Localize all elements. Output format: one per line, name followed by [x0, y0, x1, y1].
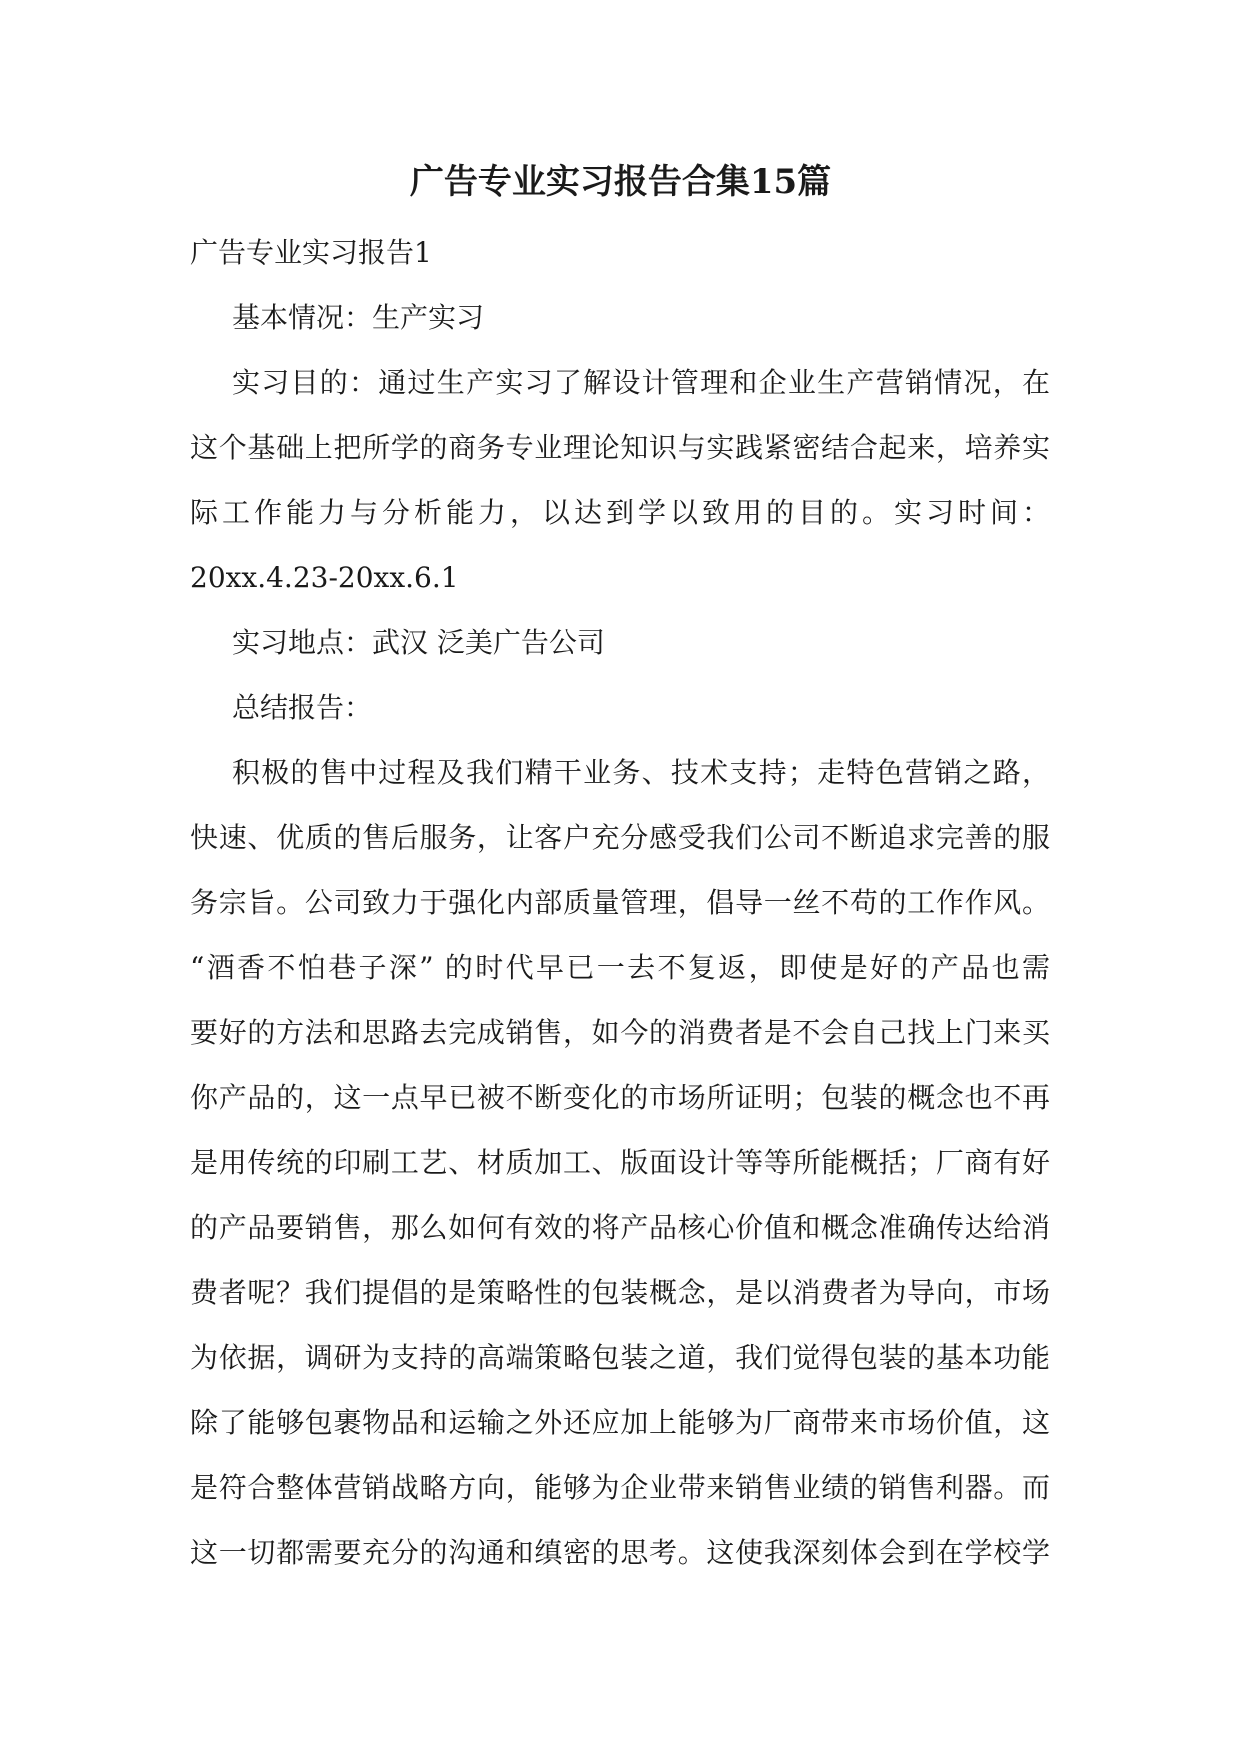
text-line: 际工作能力与分析能力，以达到学以致用的目的。实习时间：: [190, 496, 1050, 529]
text-line: 总结报告：: [232, 691, 373, 724]
text-line: 20xx.4.23-20xx.6.1: [190, 561, 459, 594]
text-line: 是符合整体营销战略方向，能够为企业带来销售业绩的销售利器。而: [190, 1471, 1050, 1504]
text-line: 这个基础上把所学的商务专业理论知识与实践紧密结合起来，培养实: [190, 431, 1050, 464]
document-body: [190, 227, 1050, 1592]
text-line: 积极的售中过程及我们精干业务、技术支持；走特色营销之路，: [232, 756, 1050, 789]
text-line: 为依据，调研为支持的高端策略包装之道，我们觉得包装的基本功能: [190, 1341, 1050, 1374]
text-line: 费者呢？我们提倡的是策略性的包装概念，是以消费者为导向，市场: [190, 1276, 1050, 1309]
text-line: 实习目的：通过生产实习了解设计管理和企业生产营销情况，在: [232, 366, 1050, 399]
text-line: 这一切都需要充分的沟通和缜密的思考。这使我深刻体会到在学校学: [190, 1536, 1050, 1569]
section-heading: 广告专业实习报告1: [190, 236, 432, 269]
document-title: 广告专业实习报告合集15篇: [409, 162, 832, 202]
text-line: 基本情况：生产实习: [232, 301, 485, 334]
text-line: 除了能够包裹物品和运输之外还应加上能够为厂商带来市场价值，这: [190, 1406, 1050, 1439]
text-line: “酒香不怕巷子深” 的时代早已一去不复返，即使是好的产品也需: [190, 951, 1050, 984]
text-line: 是用传统的印刷工艺、材质加工、版面设计等等所能概括；厂商有好: [190, 1146, 1050, 1179]
text-line: 实习地点：武汉 泛美广告公司: [232, 626, 605, 659]
text-line: 务宗旨。公司致力于强化内部质量管理，倡导一丝不苟的工作作风。: [190, 886, 1050, 919]
text-line: 你产品的，这一点早已被不断变化的市场所证明；包装的概念也不再: [190, 1081, 1050, 1114]
text-line: 要好的方法和思路去完成销售，如今的消费者是不会自己找上门来买: [190, 1016, 1050, 1049]
text-line: 的产品要销售，那么如何有效的将产品核心价值和概念准确传达给消: [190, 1211, 1050, 1244]
text-line: 快速、优质的售后服务，让客户充分感受我们公司不断追求完善的服: [190, 821, 1050, 854]
